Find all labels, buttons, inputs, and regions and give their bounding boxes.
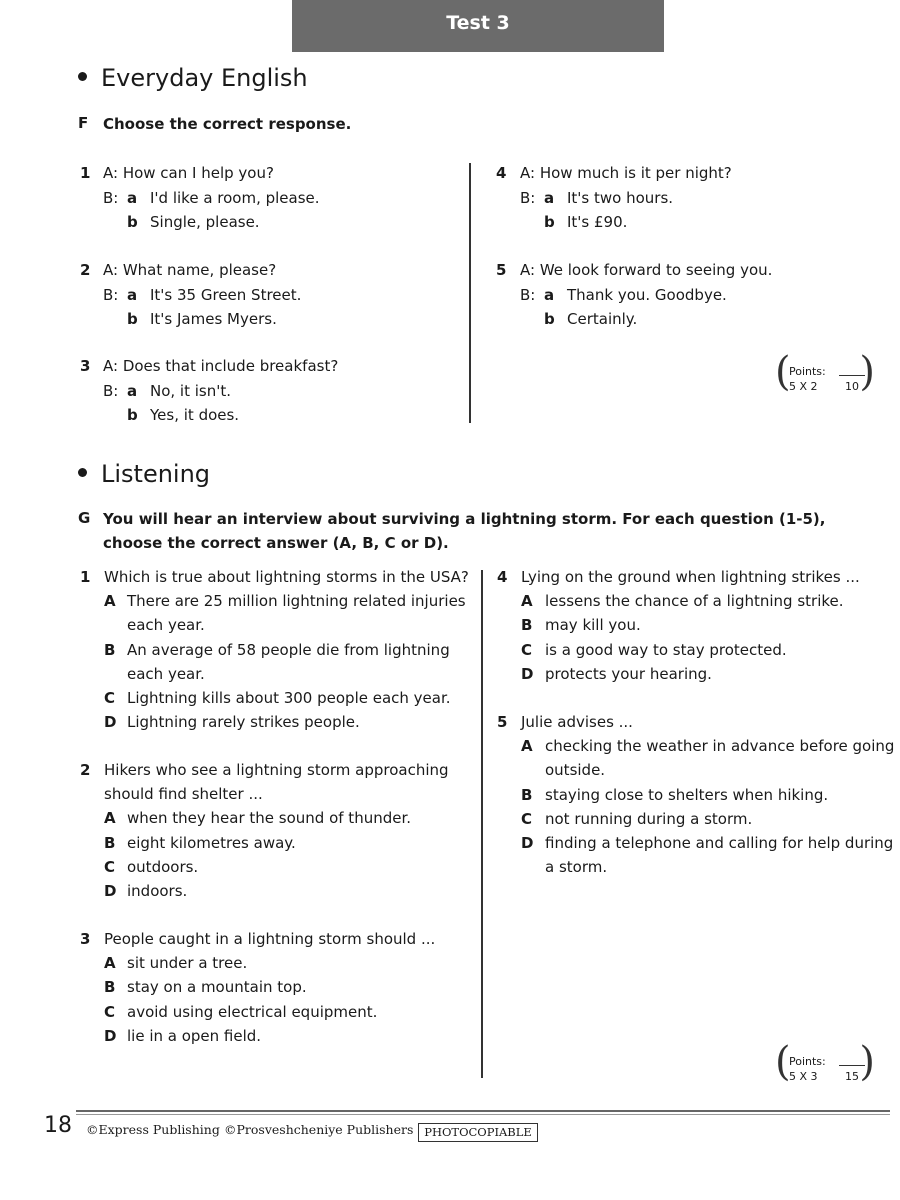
speaker-b-label: B: [103, 188, 119, 207]
option-text: Lightning kills about 300 people each year. [127, 689, 451, 707]
question-number: 3 [80, 357, 91, 375]
points-label: Points: [789, 1055, 826, 1068]
option-letter: D [521, 664, 534, 683]
question-number: 2 [80, 261, 91, 279]
points-total: 10 [845, 380, 859, 393]
option-text: It's James Myers. [150, 310, 277, 328]
option-letter: A [521, 737, 533, 756]
option-text: sit under a tree. [127, 954, 248, 973]
option-letter: B [104, 978, 116, 997]
paren-right: ) [859, 349, 875, 395]
option-text: outside. [545, 761, 606, 780]
option-text: stay on a mountain top. [127, 978, 307, 997]
instruction-line-1: You will hear an interview about surviving a lightning storm. For each question (1-5), [103, 510, 826, 528]
section-title-listening: Listening [101, 460, 211, 488]
question-prompt: A: How can I help you? [103, 164, 274, 182]
speaker-b-label: B: [520, 188, 536, 207]
option-letter: a [544, 188, 555, 207]
option-text: No, it isn't. [150, 381, 232, 400]
section-listening [78, 460, 210, 488]
points-multiplier: 5 X 2 [789, 380, 818, 393]
paren-left: ( [775, 1039, 791, 1085]
footer-rule [76, 1110, 890, 1112]
option-text: lessens the chance of a lightning strike. [545, 592, 844, 611]
option-letter: D [104, 882, 117, 900]
question-number: 2 [80, 761, 91, 779]
option-text: each year. [127, 616, 205, 635]
option-letter: a [127, 188, 138, 207]
paren-left: ( [775, 349, 791, 395]
option-text: Thank you. Goodbye. [567, 285, 727, 304]
option-text: An average of 58 people die from lightning [127, 640, 450, 659]
question-number: 1 [80, 568, 91, 586]
points-multiplier: 5 X 3 [789, 1070, 818, 1083]
option-letter: A [104, 954, 116, 973]
question-number: 4 [497, 568, 508, 586]
option-letter: C [521, 809, 533, 828]
option-letter: B [104, 833, 116, 852]
page-number: 18 [44, 1113, 72, 1138]
option-text: not running during a storm. [545, 809, 753, 828]
question-prompt: should find shelter ... [104, 785, 263, 804]
column-divider [481, 570, 483, 1078]
points-total: 15 [845, 1070, 859, 1083]
option-text: may kill you. [545, 616, 641, 635]
option-letter: C [104, 689, 116, 707]
option-letter: b [544, 310, 555, 328]
header-band [292, 0, 664, 52]
option-letter: D [521, 834, 534, 852]
option-text: Certainly. [567, 310, 638, 328]
bullet-icon [78, 468, 87, 477]
option-text: I'd like a room, please. [150, 188, 320, 207]
points-box-listening [775, 1039, 875, 1089]
question-prompt: A: How much is it per night? [520, 164, 732, 182]
option-text: There are 25 million lightning related injuries [127, 592, 466, 611]
paren-right: ) [859, 1039, 875, 1085]
option-text: Single, please. [150, 213, 260, 231]
question-number: 4 [496, 164, 507, 182]
option-letter: a [127, 381, 138, 400]
footer-rule-thin [76, 1114, 890, 1115]
option-letter: A [104, 809, 116, 828]
option-letter: C [104, 1002, 116, 1021]
option-letter: b [127, 310, 138, 328]
option-text: finding a telephone and calling for help during [545, 834, 894, 852]
question-prompt: A: We look forward to seeing you. [520, 261, 773, 279]
points-label: Points: [789, 365, 826, 378]
option-text: checking the weather in advance before going [545, 737, 895, 756]
option-text: It's two hours. [567, 188, 674, 207]
section-title-everyday: Everyday English [101, 64, 308, 92]
publisher-prosveshcheniye: ©Prosveshcheniye Publishers [224, 1122, 414, 1137]
question-prompt: A: What name, please? [103, 261, 277, 279]
option-text: It's £90. [567, 213, 628, 231]
option-text: avoid using electrical equipment. [127, 1002, 378, 1021]
option-text: eight kilometres away. [127, 833, 296, 852]
question-number: 1 [80, 164, 91, 182]
option-letter: B [521, 616, 533, 635]
option-text: lie in a open field. [127, 1026, 262, 1045]
question-prompt: Julie advises ... [521, 713, 633, 731]
option-letter: D [104, 713, 117, 732]
option-text: staying close to shelters when hiking. [545, 785, 829, 804]
speaker-b-label: B: [520, 285, 536, 304]
option-letter: b [544, 213, 555, 231]
option-letter: D [104, 1026, 117, 1045]
option-text: outdoors. [127, 857, 199, 876]
photocopiable-badge: PHOTOCOPIABLE [418, 1123, 538, 1142]
question-prompt: Lying on the ground when lightning strikes ... [521, 568, 860, 586]
instruction-letter: G [78, 509, 91, 527]
points-box-everyday [775, 349, 875, 399]
option-letter: C [104, 857, 116, 876]
column-divider [469, 163, 471, 423]
option-letter: a [127, 285, 138, 304]
test-title: Test 3 [446, 12, 510, 34]
option-letter: B [104, 640, 116, 659]
speaker-b-label: B: [103, 285, 119, 304]
question-number: 5 [496, 261, 507, 279]
question-prompt: Hikers who see a lightning storm approaching [104, 761, 449, 779]
instruction-letter: F [78, 114, 89, 132]
bullet-icon [78, 72, 87, 81]
question-prompt: Which is true about lightning storms in the USA? [104, 568, 469, 586]
option-text: when they hear the sound of thunder. [127, 809, 412, 828]
option-text: indoors. [127, 882, 188, 900]
option-letter: A [104, 592, 116, 611]
option-text: each year. [127, 664, 205, 683]
instruction-line-2: choose the correct answer (A, B, C or D). [103, 534, 449, 552]
option-text: It's 35 Green Street. [150, 285, 302, 304]
option-letter: B [521, 785, 533, 804]
option-text: Yes, it does. [150, 406, 240, 424]
question-prompt: People caught in a lightning storm should ... [104, 930, 436, 948]
option-letter: a [544, 285, 555, 304]
option-letter: C [521, 640, 533, 659]
option-text: is a good way to stay protected. [545, 640, 787, 659]
speaker-b-label: B: [103, 381, 119, 400]
option-letter: A [521, 592, 533, 611]
question-number: 5 [497, 713, 508, 731]
question-prompt: A: Does that include breakfast? [103, 357, 339, 375]
option-text: protects your hearing. [545, 664, 712, 683]
option-text: Lightning rarely strikes people. [127, 713, 360, 732]
question-number: 3 [80, 930, 91, 948]
section-everyday-english [78, 64, 308, 92]
option-text: a storm. [545, 858, 608, 877]
publisher-express: ©Express Publishing [86, 1122, 220, 1137]
option-letter: b [127, 406, 138, 424]
instruction-text: Choose the correct response. [103, 115, 352, 133]
option-letter: b [127, 213, 138, 231]
